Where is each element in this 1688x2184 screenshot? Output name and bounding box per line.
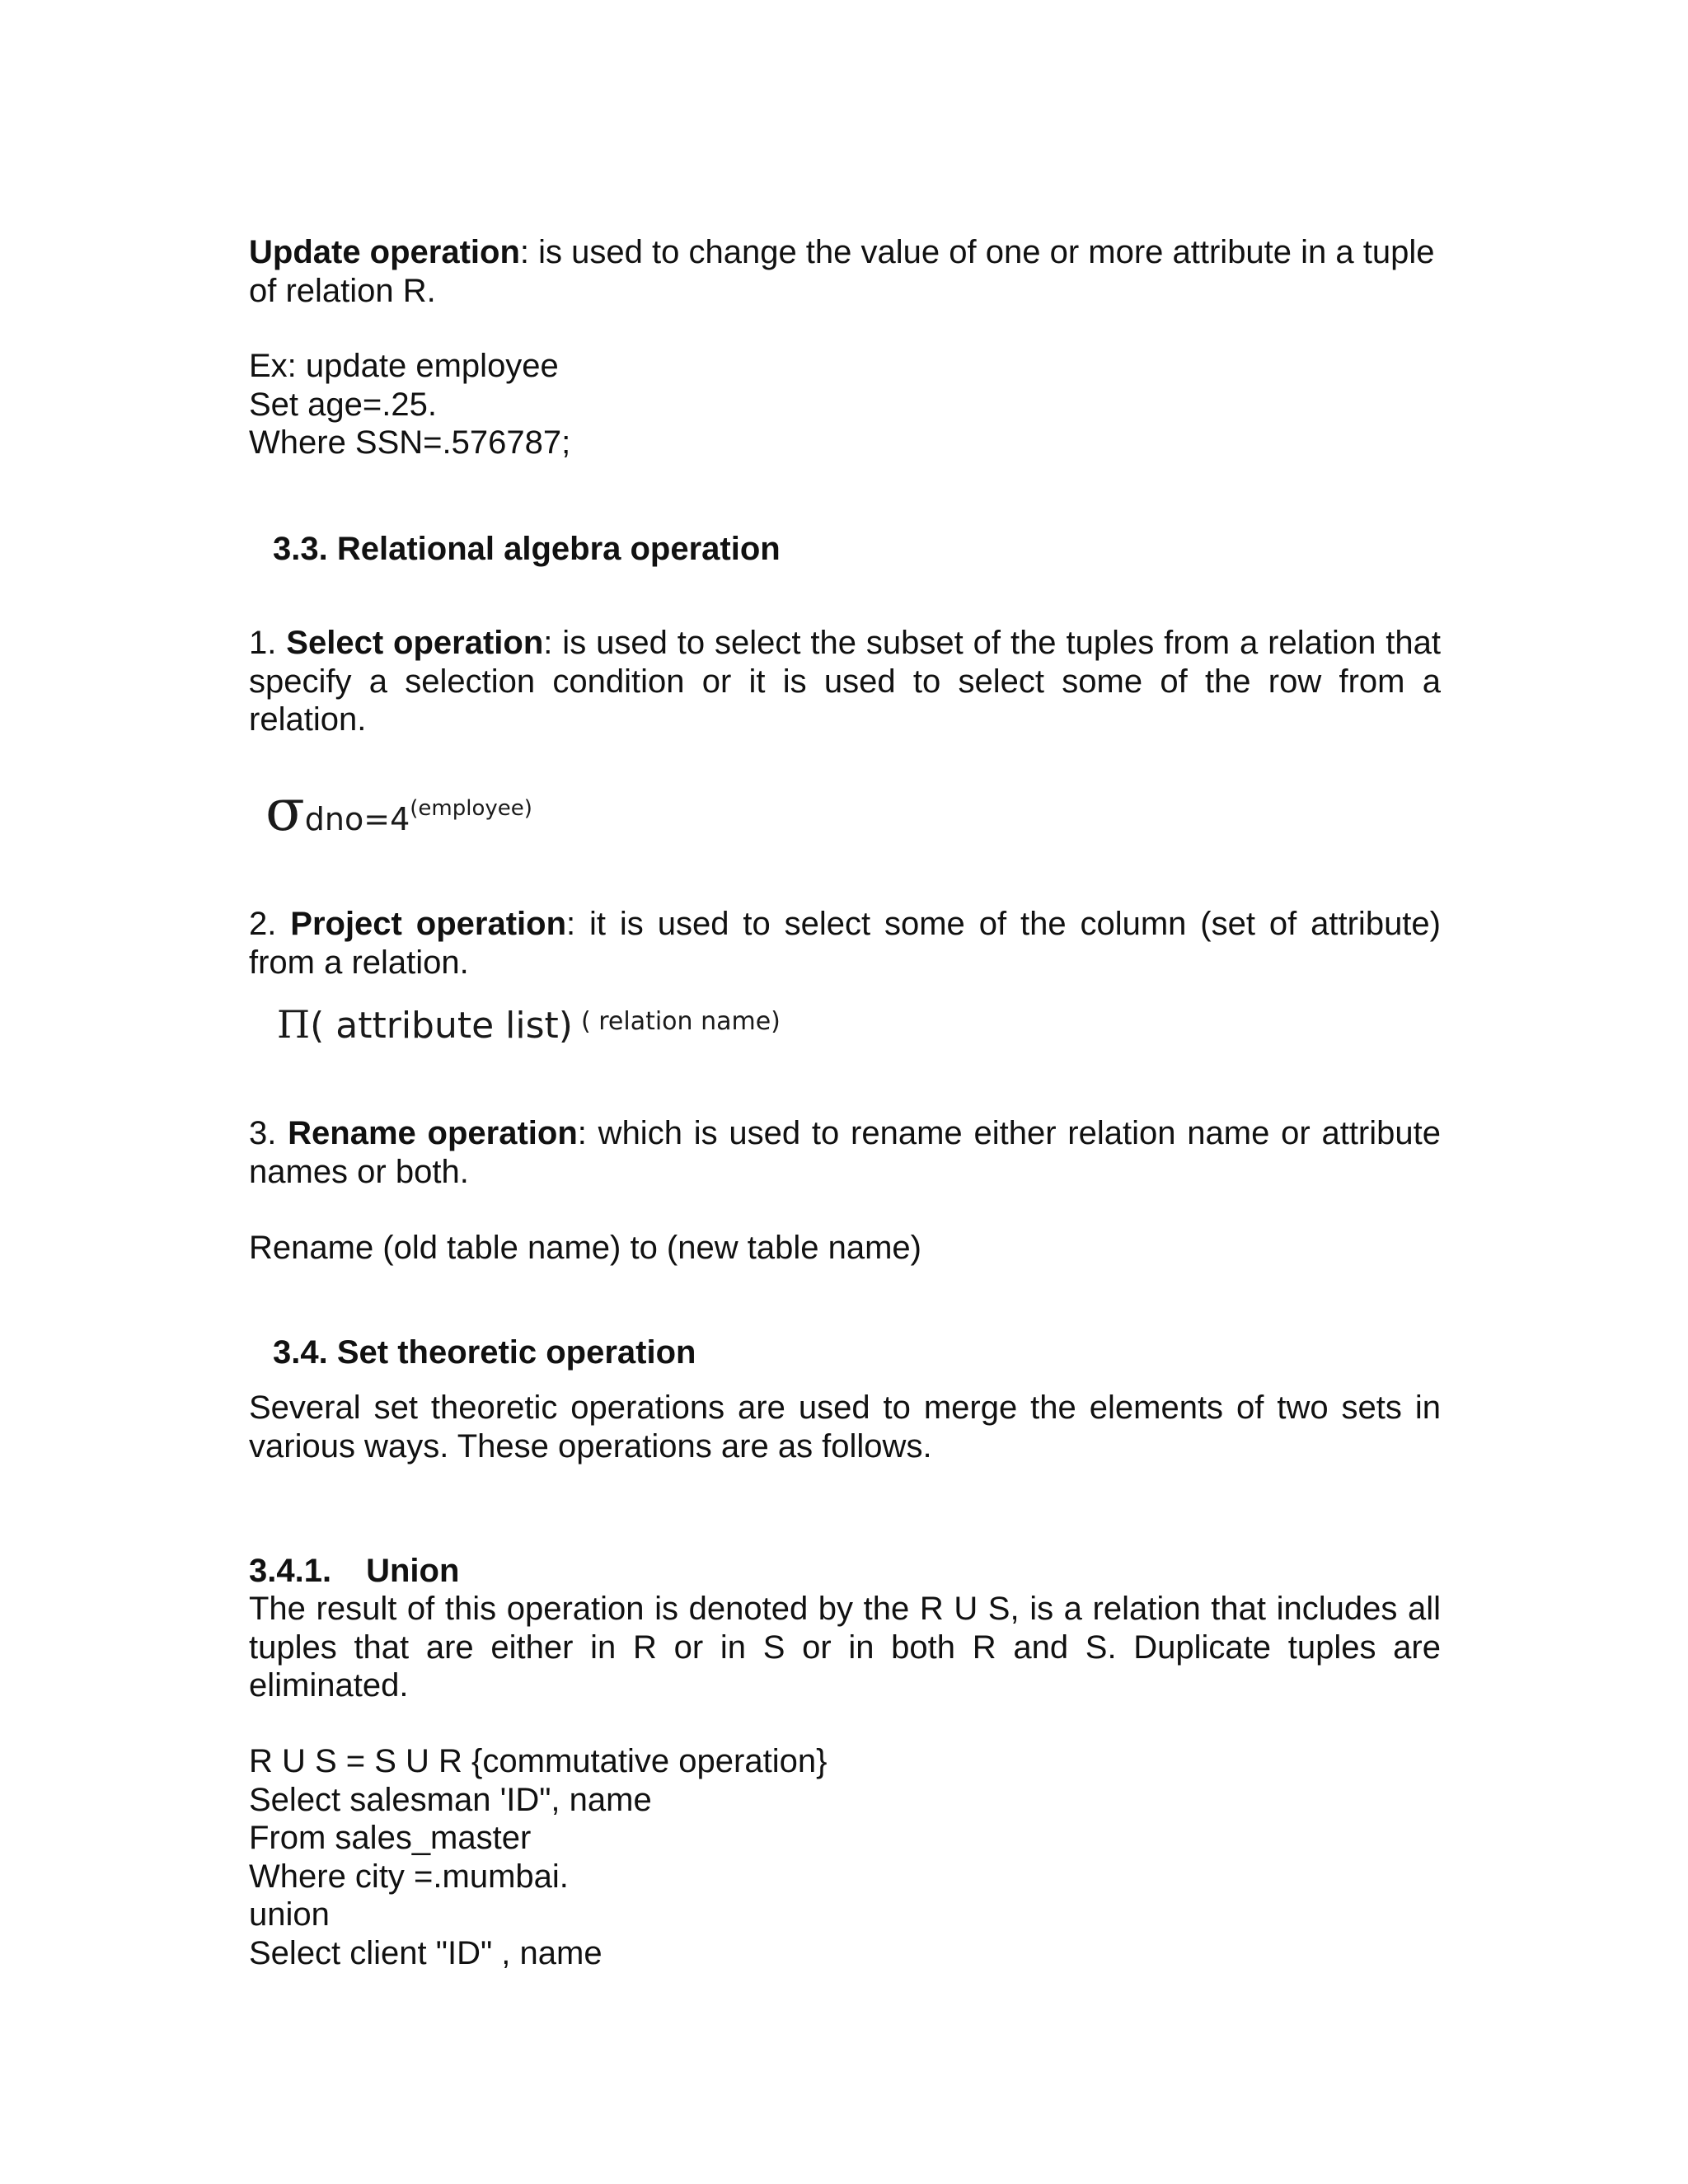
rename-operation-term: Rename operation [288,1115,578,1151]
select-formula [265,776,532,844]
rename-operation-paragraph [249,1114,1441,1191]
section-heading-3-3: 3.3. Relational algebra operation [273,531,781,567]
pi-symbol: Π [277,1002,311,1047]
update-example [249,347,1441,462]
section-heading-3-4: 3.4. Set theoretic operation [273,1334,696,1371]
union-desc: The result of this operation is denoted by the R U S, is a relation that includes all tuples that are either in R or in S or in both R and S. Duplicate tuples are eliminated. [249,1591,1441,1704]
set-theoretic-desc: Several set theoretic operations are used to merge the elements of two sets in various ways. These operations are as follows. [249,1390,1441,1465]
union-code-line: R U S = S U R {commutative operation} [249,1743,828,1779]
update-operation-desc: : is used to change the value of one or more attribute in a tuple of relation R. [249,234,1435,309]
select-condition: dno=4 [304,801,410,837]
project-formula [277,1002,781,1047]
select-operation-paragraph [249,624,1441,739]
select-number: 1. [249,625,287,661]
project-operation-desc: : it is used to select some of the column (set of attribute) from a relation. [249,906,1441,981]
union-title: Union [366,1553,460,1589]
rename-example: Rename (old table name) to (new table name) [249,1230,921,1266]
update-operation-paragraph [249,233,1441,310]
union-code-line: Select client "ID" , name [249,1934,603,1971]
update-example-line: Ex: update employee [249,348,559,384]
select-operation-term: Select operation [286,625,544,661]
union-code [249,1742,1441,1972]
rename-number: 3. [249,1115,288,1151]
union-number: 3.4.1. [249,1553,332,1589]
update-operation-term: Update operation [249,234,520,270]
select-operation-desc: : is used to select the subset of the tuples from a relation that specify a selection condition or it is used to select some of the row from a relation. [249,625,1441,738]
union-code-line: Where city =.mumbai. [249,1858,569,1895]
union-code-line: Select salesman 'ID", name [249,1781,652,1818]
subsection-heading-union [249,1552,459,1590]
project-number: 2. [249,906,291,942]
relation-name: ( relation name) [580,1007,781,1036]
project-operation-term: Project operation [290,906,566,942]
project-operation-paragraph [249,905,1441,982]
sigma-symbol: σ [265,776,305,844]
union-code-line: From sales_master [249,1820,532,1856]
update-example-line: Set age=.25. [249,386,437,423]
update-example-line: Where SSN=.576787; [249,424,571,461]
rename-operation-desc: : which is used to rename either relation name or attribute names or both. [249,1115,1441,1190]
attribute-list: ( attribute list) [310,1005,573,1047]
union-code-line: union [249,1896,330,1933]
select-relation: (employee) [410,796,532,821]
